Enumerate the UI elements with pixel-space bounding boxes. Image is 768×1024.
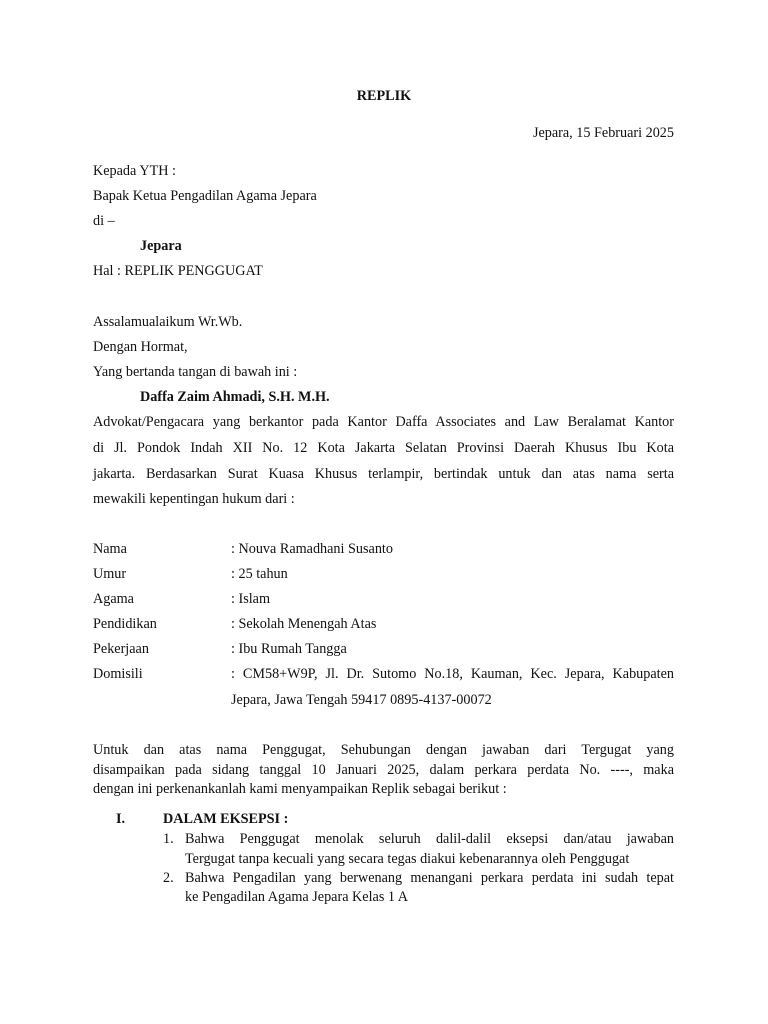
section-title: DALAM EKSEPSI : [163, 811, 289, 827]
advocate-name: Daffa Zaim Ahmadi, S.H. M.H. [140, 389, 330, 405]
field-label-pendidikan: Pendidikan [93, 616, 157, 632]
subject-line: Hal : REPLIK PENGGUGAT [93, 263, 263, 279]
item-number: 2. [163, 870, 174, 886]
field-value-umur: : 25 tahun [231, 566, 288, 582]
field-value-agama: : Islam [231, 591, 271, 607]
document-title: REPLIK [356, 88, 412, 104]
paragraph-line: di Jl. Pondok Indah XII No. 12 Kota Jakarta Selatan Provinsi Daerah Khusus Ibu Kota [93, 440, 674, 456]
item-number: 1. [163, 831, 174, 847]
field-value-pekerjaan: : Ibu Rumah Tangga [231, 641, 347, 657]
field-label-domisili: Domisili [93, 666, 143, 682]
field-value-domisili: : CM58+W9P, Jl. Dr. Sutomo No.18, Kauman, Kec. Jepara, Kabupaten [231, 666, 674, 682]
paragraph-line: jakarta. Berdasarkan Surat Kuasa Khusus terlampir, bertindak untuk dan atas nama serta [93, 466, 674, 482]
paragraph-line: Untuk dan atas nama Penggugat, Sehubungan dengan jawaban dari Tergugat yang [93, 742, 674, 758]
signer-intro: Yang bertanda tangan di bawah ini : [93, 364, 298, 380]
item-text-line: Bahwa Penggugat menolak seluruh dalil-dalil eksepsi dan/atau jawaban [185, 831, 674, 847]
place-date: Jepara, 15 Februari 2025 [532, 125, 674, 141]
recipient-name: Bapak Ketua Pengadilan Agama Jepara [93, 188, 317, 204]
field-value-domisili-cont: Jepara, Jawa Tengah 59417 0895-4137-00072 [231, 692, 492, 708]
item-text-line: Bahwa Pengadilan yang berwenang menangani perkara perdata ini sudah tepat [185, 870, 674, 886]
recipient-city: Jepara [140, 238, 182, 254]
item-text-line: ke Pengadilan Agama Jepara Kelas 1 A [185, 889, 408, 905]
greeting: Assalamualaikum Wr.Wb. [93, 314, 243, 330]
field-label-umur: Umur [93, 566, 127, 582]
field-label-agama: Agama [93, 591, 134, 607]
field-value-pendidikan: : Sekolah Menengah Atas [231, 616, 377, 632]
paragraph-line: disampaikan pada sidang tanggal 10 Januari 2025, dalam perkara perdata No. ----, maka [93, 762, 674, 778]
paragraph-line: Advokat/Pengacara yang berkantor pada Kantor Daffa Associates and Law Beralamat Kantor [93, 414, 674, 430]
paragraph-line: mewakili kepentingan hukum dari : [93, 491, 295, 507]
section-number: I. [116, 811, 126, 827]
field-value-nama: : Nouva Ramadhani Susanto [231, 541, 393, 557]
field-label-nama: Nama [93, 541, 127, 557]
field-label-pekerjaan: Pekerjaan [93, 641, 149, 657]
recipient-salutation: Kepada YTH : [93, 163, 176, 179]
paragraph-line: dengan ini perkenankanlah kami menyampaikan Replik sebagai berikut : [93, 781, 507, 797]
item-text-line: Tergugat tanpa kecuali yang secara tegas diakui kebenarannya oleh Penggugat [185, 851, 630, 867]
opening: Dengan Hormat, [93, 339, 188, 355]
recipient-di: di – [93, 213, 115, 229]
